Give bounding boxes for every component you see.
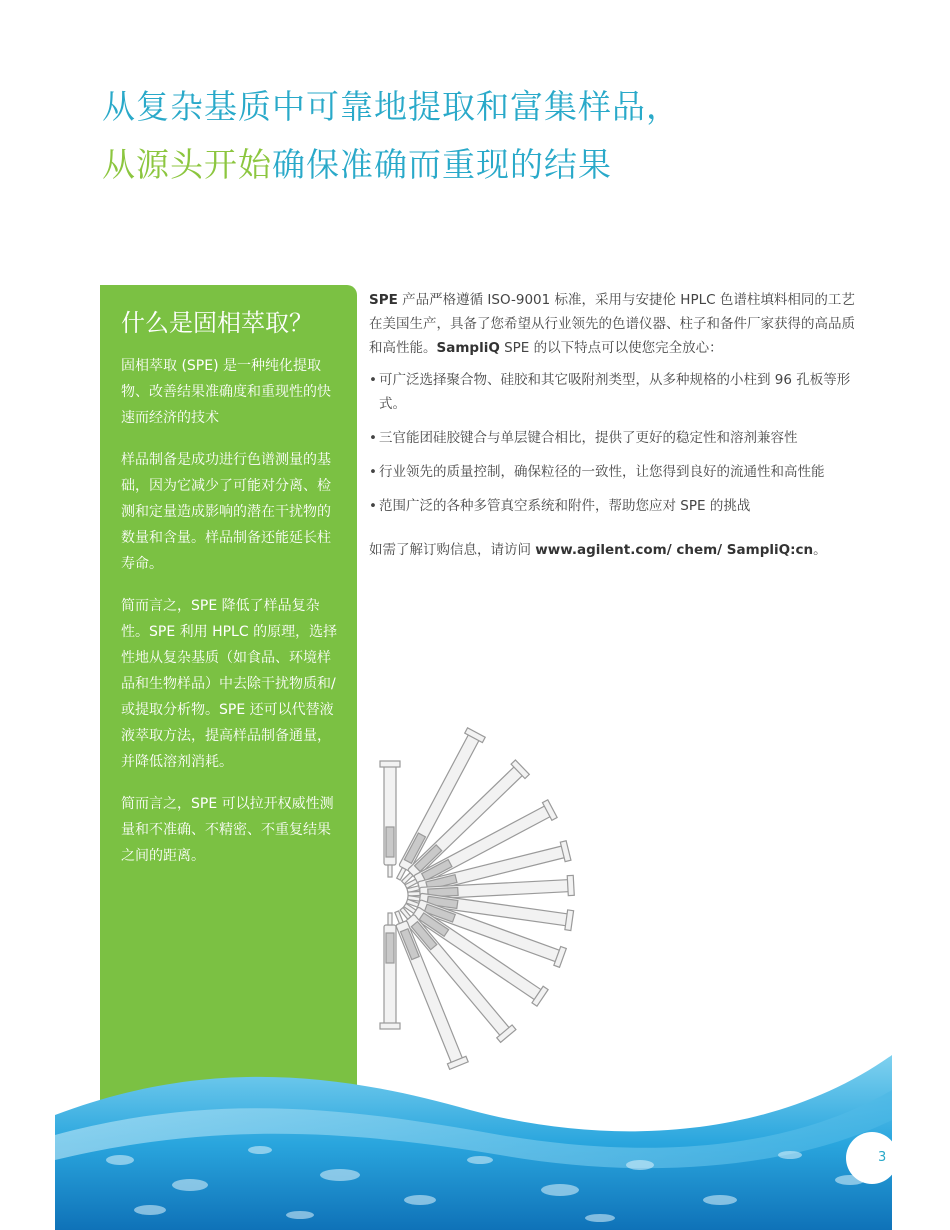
order-url-link[interactable]: www.agilent.com/ chem/ SampliQ:cn [535,542,814,558]
order-info [369,538,859,562]
order-end: 。 [813,542,827,558]
list-item: • 三官能团硅胶键合与单层键合相比，提供了更好的稳定性和溶剂兼容性 [369,426,859,450]
main-content [369,288,859,570]
syringe-shape [380,913,400,1029]
headline-line-2-green: 从源头开始 [102,145,272,184]
intro-text: 产品严格遵循 ISO-9001 标准，采用与安捷伦 HPLC 色谱柱填料相同的工艺在美国生产，具备了您希望从行业领先的色谱仪器、柱子和备件厂家获得的高品质和高性能。 [369,292,855,356]
water-wave-decoration [0,1040,950,1230]
sidebar-paragraph: 样品制备是成功进行色谱测量的基础，因为它减少了可能对分离、检测和定量造成影响的潜在干扰物的数量和含量。样品制备还能延长柱寿命。 [121,452,331,572]
page-headline [102,78,680,194]
intro-paragraph [369,288,859,360]
intro-text-2: SPE 的以下特点可以使您完全放心： [499,340,723,356]
headline-line-2-teal: 确保准确而重现的结果 [272,145,612,184]
feature-list [369,368,859,518]
syringe-shape [390,728,486,884]
headline-line-1: 从复杂基质中可靠地提取和富集样品， [102,87,680,126]
list-item: • 行业领先的质量控制，确保粒径的一致性，让您得到良好的流通性和高性能 [369,460,859,484]
list-item: • 可广泛选择聚合物、硅胶和其它吸附剂类型，从多种规格的小柱到 96 孔板等形式。 [369,368,859,416]
sidebar-paragraph: 简而言之，SPE 降低了样品复杂性。SPE 利用 HPLC 的原理，选择性地从复杂基质（如食品、环境样品和生物样品）中去除干扰物质和/或提取分析物。SPE 还可以代替液液萃取方法，提高样品制备通量，并降低溶剂消耗。 [121,598,338,770]
intro-bold-sampliq: SampliQ [436,340,500,356]
sidebar-paragraph: 简而言之，SPE 可以拉开权威性测量和不准确、不精密、不重复结果之间的距离。 [121,796,334,864]
order-text: 如需了解订购信息，请访问 [369,542,536,558]
intro-bold-spe: SPE [369,292,398,308]
syringe-shape [380,761,400,877]
page-number: 3 [878,1150,887,1165]
sidebar-title: 什么是固相萃取？ [121,309,313,337]
list-item: • 范围广泛的各种多管真空系统和附件，帮助您应对 SPE 的挑战 [369,494,859,518]
sidebar-paragraph: 固相萃取 (SPE) 是一种纯化提取物、改善结果准确度和重现性的快速而经济的技术 [121,358,331,426]
